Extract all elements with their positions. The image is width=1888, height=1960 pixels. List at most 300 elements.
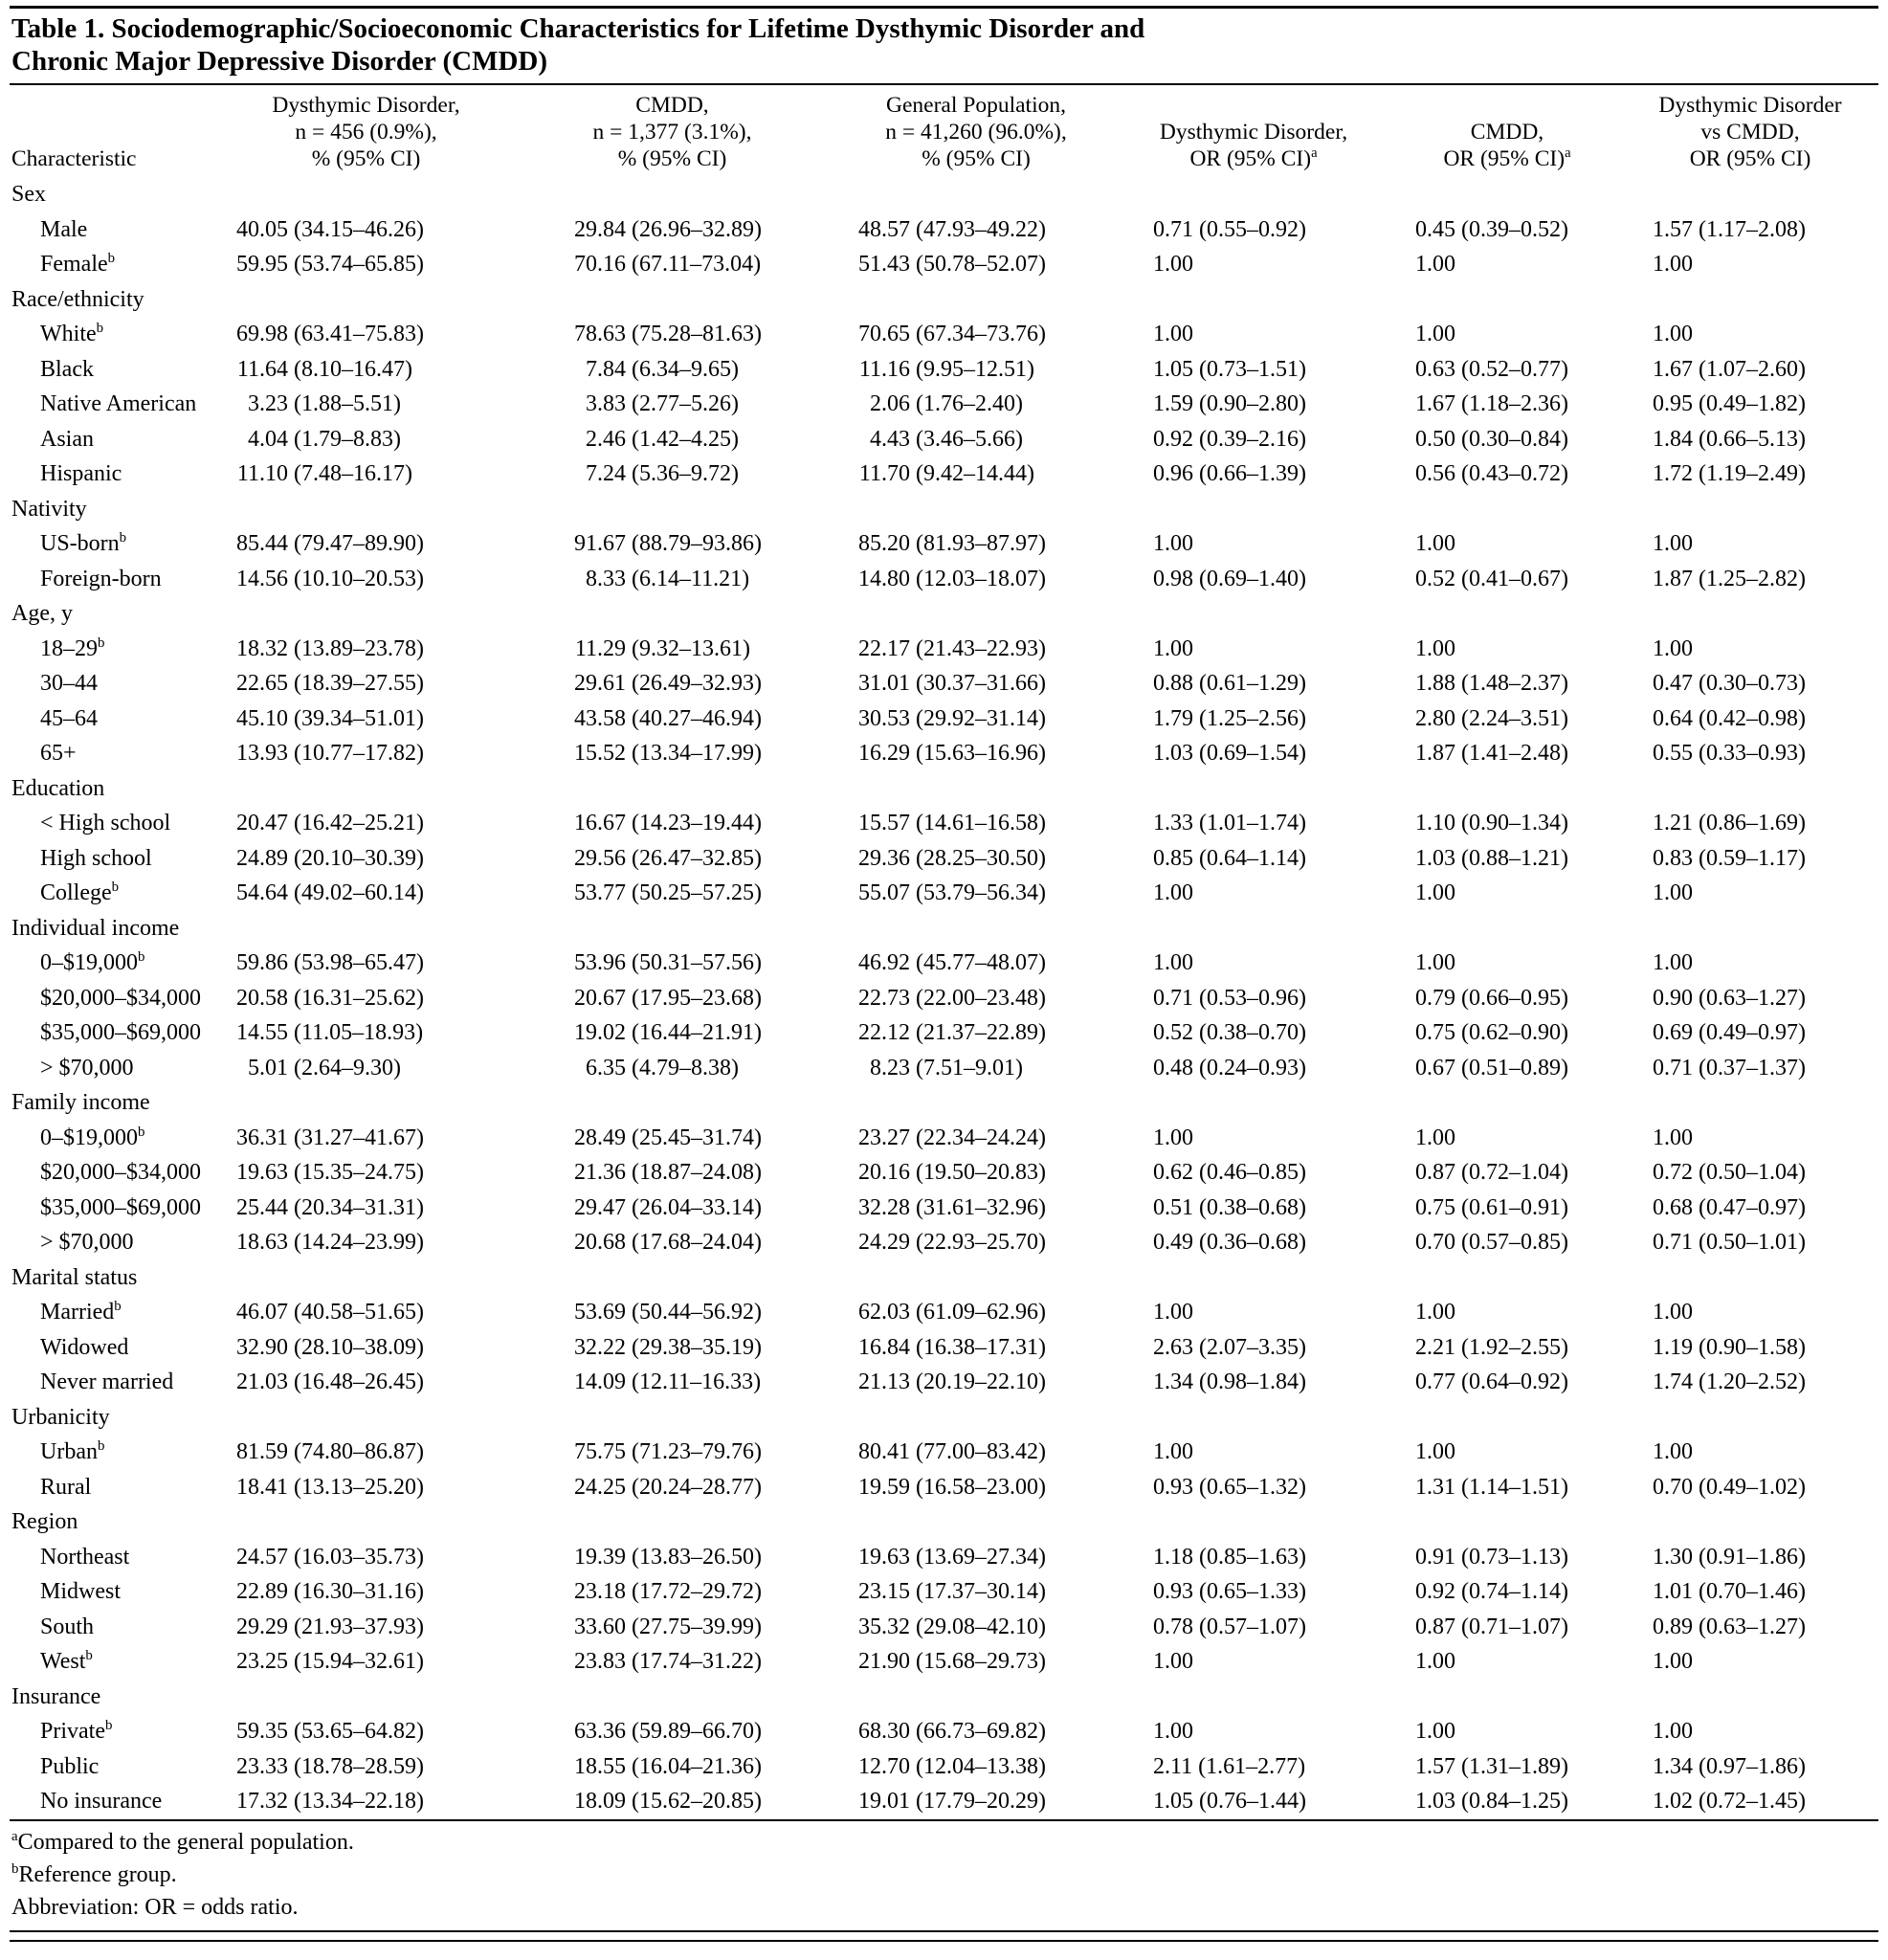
cell-cmdd-or: 1.10 (0.90–1.34) bbox=[1415, 811, 1568, 835]
confidence-interval: (3.46–5.66) bbox=[916, 426, 1023, 452]
section-row bbox=[10, 771, 1878, 807]
confidence-interval: (53.65–64.82) bbox=[294, 1719, 424, 1744]
cell-dysthymic-or: 1.33 (1.01–1.74) bbox=[1153, 811, 1306, 835]
section-header: Nativity bbox=[11, 496, 87, 522]
percent-value: 23.27 bbox=[858, 1125, 910, 1150]
confidence-interval: (20.24–28.77) bbox=[632, 1474, 762, 1500]
confidence-interval: (15.35–24.75) bbox=[294, 1160, 424, 1185]
confidence-interval: (28.10–38.09) bbox=[294, 1334, 424, 1360]
percent-value: 46.07 bbox=[236, 1300, 288, 1325]
confidence-interval: (2.64–9.30) bbox=[294, 1055, 401, 1080]
cell-dysthymic-pct bbox=[225, 876, 507, 911]
cell-dysthymic-or: 0.93 (0.65–1.32) bbox=[1153, 1474, 1306, 1500]
column-header-line: % (95% CI) bbox=[922, 146, 1031, 171]
cell-dysthymic-pct bbox=[225, 1644, 507, 1680]
percent-value: 8.23 bbox=[870, 1055, 910, 1080]
cell-dysthymic-pct bbox=[225, 387, 507, 422]
percent-value: 23.18 bbox=[574, 1579, 626, 1604]
cell-cmdd-or: 1.00 bbox=[1415, 1125, 1455, 1150]
percent-value: 21.90 bbox=[858, 1649, 910, 1674]
percent-value: 3.83 bbox=[586, 391, 626, 416]
section-header: Age, y bbox=[11, 601, 73, 626]
row-label: Never married bbox=[40, 1370, 174, 1394]
cell-cmdd-or: 0.79 (0.66–0.95) bbox=[1415, 985, 1568, 1011]
data-row bbox=[10, 632, 1878, 667]
cell-dysthymic-pct bbox=[225, 946, 507, 981]
confidence-interval: (20.34–31.31) bbox=[294, 1194, 424, 1220]
cell-dysthymic-or: 0.62 (0.46–0.85) bbox=[1153, 1160, 1306, 1185]
percent-value: 11.16 bbox=[858, 356, 910, 382]
cell-dysthymic-vs-cmdd-or: 0.89 (0.63–1.27) bbox=[1653, 1614, 1806, 1639]
cell-dysthymic-vs-cmdd-or: 1.00 bbox=[1653, 635, 1693, 661]
cell-cmdd-or: 1.67 (1.18–2.36) bbox=[1415, 391, 1568, 416]
cell-cmdd-pct bbox=[507, 1191, 837, 1226]
cell-cmdd-or: 1.00 bbox=[1415, 322, 1455, 346]
percent-value: 16.67 bbox=[574, 811, 626, 835]
cell-dysthymic-vs-cmdd-or: 1.00 bbox=[1653, 880, 1693, 905]
data-row bbox=[10, 352, 1878, 388]
cell-cmdd-or: 1.03 (0.88–1.21) bbox=[1415, 845, 1568, 871]
cell-general-population-pct bbox=[837, 1051, 1115, 1086]
cell-cmdd-pct bbox=[507, 1051, 837, 1086]
percent-value: 4.04 bbox=[248, 426, 288, 452]
cell-dysthymic-or: 1.34 (0.98–1.84) bbox=[1153, 1370, 1306, 1394]
cell-dysthymic-pct bbox=[225, 666, 507, 702]
percent-value: 30.53 bbox=[858, 705, 910, 731]
confidence-interval: (16.30–31.16) bbox=[294, 1579, 424, 1604]
table-header bbox=[10, 85, 1878, 177]
cell-general-population-pct bbox=[837, 457, 1115, 492]
data-row bbox=[10, 1574, 1878, 1610]
confidence-interval: (7.48–16.17) bbox=[294, 461, 412, 486]
percent-value: 15.52 bbox=[574, 741, 626, 766]
percent-value: 13.93 bbox=[236, 741, 288, 766]
cell-cmdd-or: 0.45 (0.39–0.52) bbox=[1415, 216, 1568, 242]
percent-value: 24.25 bbox=[574, 1474, 626, 1500]
confidence-interval: (74.80–86.87) bbox=[294, 1439, 424, 1464]
cell-dysthymic-vs-cmdd-or: 0.71 (0.37–1.37) bbox=[1653, 1055, 1806, 1080]
confidence-interval: (13.89–23.78) bbox=[294, 635, 424, 661]
cell-cmdd-or: 0.70 (0.57–0.85) bbox=[1415, 1230, 1568, 1255]
row-label: Male bbox=[40, 216, 88, 242]
percent-value: 18.09 bbox=[574, 1789, 626, 1814]
row-label: Urban$^b$ bbox=[40, 1438, 105, 1464]
column-header-line: n = 1,377 (3.1%), bbox=[592, 120, 752, 145]
column-header-line: Dysthymic Disorder, bbox=[272, 93, 460, 118]
bottom-rule-gap bbox=[10, 1932, 1878, 1940]
cell-dysthymic-or: 0.85 (0.64–1.14) bbox=[1153, 845, 1306, 871]
percent-value: 20.58 bbox=[236, 985, 288, 1011]
cell-general-population-pct bbox=[837, 526, 1115, 562]
cell-general-population-pct bbox=[837, 981, 1115, 1016]
cell-general-population-pct bbox=[837, 632, 1115, 667]
cell-dysthymic-or: 1.00 bbox=[1153, 322, 1193, 346]
column-header-line: Dysthymic Disorder, bbox=[1159, 120, 1348, 145]
data-row bbox=[10, 1365, 1878, 1400]
section-row bbox=[10, 177, 1878, 212]
percent-value: 32.28 bbox=[858, 1194, 910, 1220]
confidence-interval: (67.34–73.76) bbox=[916, 322, 1046, 346]
footnote-marker: b bbox=[111, 880, 120, 895]
percent-value: 15.57 bbox=[858, 811, 910, 835]
percent-value: 59.95 bbox=[236, 252, 288, 277]
footnote-text: Compared to the general population. bbox=[17, 1829, 354, 1855]
percent-value: 48.57 bbox=[858, 216, 910, 242]
cell-dysthymic-or: 0.52 (0.38–0.70) bbox=[1153, 1020, 1306, 1045]
percent-value: 63.36 bbox=[574, 1719, 626, 1744]
percent-value: 70.65 bbox=[858, 322, 910, 346]
footnote-marker: b bbox=[11, 1860, 19, 1877]
cell-dysthymic-vs-cmdd-or: 0.72 (0.50–1.04) bbox=[1653, 1160, 1806, 1185]
cell-dysthymic-vs-cmdd-or: 0.64 (0.42–0.98) bbox=[1653, 705, 1806, 731]
cell-cmdd-pct bbox=[507, 632, 837, 667]
section-header: Sex bbox=[11, 182, 46, 207]
cell-dysthymic-or: 1.00 bbox=[1153, 880, 1193, 905]
cell-cmdd-pct bbox=[507, 422, 837, 457]
percent-value: 19.01 bbox=[858, 1789, 910, 1814]
cell-dysthymic-vs-cmdd-or: 1.00 bbox=[1653, 1125, 1693, 1150]
data-row bbox=[10, 1749, 1878, 1785]
cell-dysthymic-pct bbox=[225, 1365, 507, 1400]
cell-dysthymic-or: 0.71 (0.55–0.92) bbox=[1153, 216, 1306, 242]
cell-dysthymic-vs-cmdd-or: 1.02 (0.72–1.45) bbox=[1653, 1789, 1806, 1814]
cell-cmdd-pct bbox=[507, 457, 837, 492]
confidence-interval: (88.79–93.86) bbox=[632, 531, 762, 556]
confidence-interval: (30.37–31.66) bbox=[916, 671, 1046, 696]
cell-dysthymic-pct bbox=[225, 841, 507, 877]
cell-general-population-pct bbox=[837, 212, 1115, 248]
percent-value: 11.64 bbox=[236, 356, 288, 382]
percent-value: 19.39 bbox=[574, 1544, 626, 1570]
percent-value: 7.24 bbox=[586, 461, 626, 486]
cell-dysthymic-vs-cmdd-or: 0.70 (0.49–1.02) bbox=[1653, 1474, 1806, 1500]
confidence-interval: (17.72–29.72) bbox=[632, 1579, 762, 1604]
cell-dysthymic-or: 0.98 (0.69–1.40) bbox=[1153, 566, 1306, 591]
data-row bbox=[10, 1051, 1878, 1086]
row-label: 0–$19,000$^b$ bbox=[40, 949, 145, 975]
column-header-line: OR (95% CI)$^a$ bbox=[1443, 145, 1571, 171]
cell-dysthymic-vs-cmdd-or: 0.68 (0.47–0.97) bbox=[1653, 1194, 1806, 1220]
confidence-interval: (53.79–56.34) bbox=[916, 880, 1046, 905]
percent-value: 16.29 bbox=[858, 741, 910, 766]
row-label: Rural bbox=[40, 1474, 92, 1500]
cell-cmdd-pct bbox=[507, 1784, 837, 1819]
percent-value: 23.15 bbox=[858, 1579, 910, 1604]
confidence-interval: (8.10–16.47) bbox=[294, 356, 412, 382]
footnote-marker: b bbox=[85, 1648, 93, 1663]
confidence-interval: (16.58–23.00) bbox=[916, 1474, 1046, 1500]
column-header-line: CMDD, bbox=[1470, 120, 1544, 145]
cell-dysthymic-or: 1.00 bbox=[1153, 252, 1193, 277]
data-row bbox=[10, 666, 1878, 702]
percent-value: 91.67 bbox=[574, 531, 626, 556]
percent-value: 54.64 bbox=[236, 880, 288, 905]
column-header-characteristic bbox=[10, 85, 225, 177]
data-row bbox=[10, 1470, 1878, 1505]
column-header-line: General Population, bbox=[886, 93, 1066, 118]
confidence-interval: (22.00–23.48) bbox=[916, 985, 1046, 1011]
cell-general-population-pct bbox=[837, 666, 1115, 702]
cell-dysthymic-vs-cmdd-or: 1.30 (0.91–1.86) bbox=[1653, 1544, 1806, 1570]
cell-dysthymic-pct bbox=[225, 247, 507, 282]
column-header-general-population-pct bbox=[837, 85, 1115, 177]
cell-general-population-pct bbox=[837, 352, 1115, 388]
percent-value: 21.03 bbox=[236, 1370, 288, 1394]
cell-cmdd-or: 1.00 bbox=[1415, 252, 1455, 277]
data-row bbox=[10, 1225, 1878, 1260]
cell-general-population-pct bbox=[837, 422, 1115, 457]
confidence-interval: (50.25–57.25) bbox=[632, 880, 762, 905]
data-row bbox=[10, 1191, 1878, 1226]
cell-cmdd-or: 0.75 (0.62–0.90) bbox=[1415, 1020, 1568, 1045]
cell-cmdd-pct bbox=[507, 1610, 837, 1645]
confidence-interval: (16.38–17.31) bbox=[916, 1334, 1046, 1360]
cell-dysthymic-pct bbox=[225, 422, 507, 457]
cell-dysthymic-vs-cmdd-or: 0.69 (0.49–0.97) bbox=[1653, 1020, 1806, 1045]
cell-general-population-pct bbox=[837, 1470, 1115, 1505]
percent-value: 51.43 bbox=[858, 252, 910, 277]
confidence-interval: (15.62–20.85) bbox=[632, 1789, 762, 1814]
confidence-interval: (75.28–81.63) bbox=[632, 322, 762, 346]
footnote-marker: b bbox=[96, 321, 104, 336]
row-label: Black bbox=[40, 356, 94, 382]
percent-value: 53.69 bbox=[574, 1300, 626, 1325]
section-row bbox=[10, 1260, 1878, 1296]
confidence-interval: (77.00–83.42) bbox=[916, 1439, 1046, 1464]
percent-value: 29.29 bbox=[236, 1614, 288, 1639]
confidence-interval: (59.89–66.70) bbox=[632, 1719, 762, 1744]
confidence-interval: (10.10–20.53) bbox=[294, 566, 424, 591]
cell-dysthymic-pct bbox=[225, 1610, 507, 1645]
section-header: Education bbox=[11, 775, 105, 801]
data-row bbox=[10, 212, 1878, 248]
footnote-text: Reference group. bbox=[18, 1861, 177, 1887]
row-label: Married$^b$ bbox=[40, 1299, 122, 1325]
percent-value: 53.96 bbox=[574, 950, 626, 975]
percent-value: 18.32 bbox=[236, 635, 288, 661]
cell-cmdd-pct bbox=[507, 1644, 837, 1680]
data-row bbox=[10, 946, 1878, 981]
cell-cmdd-pct bbox=[507, 1574, 837, 1610]
confidence-interval: (7.51–9.01) bbox=[916, 1055, 1023, 1080]
cell-general-population-pct bbox=[837, 387, 1115, 422]
percent-value: 85.44 bbox=[236, 531, 288, 556]
percent-value: 14.80 bbox=[858, 566, 910, 591]
data-row bbox=[10, 1121, 1878, 1156]
cell-dysthymic-vs-cmdd-or: 0.95 (0.49–1.82) bbox=[1653, 391, 1806, 416]
cell-cmdd-or: 0.50 (0.30–0.84) bbox=[1415, 426, 1568, 452]
cell-cmdd-or: 1.00 bbox=[1415, 950, 1455, 975]
percent-value: 45.10 bbox=[236, 705, 288, 731]
cell-dysthymic-or: 1.59 (0.90–2.80) bbox=[1153, 391, 1306, 416]
cell-cmdd-pct bbox=[507, 1121, 837, 1156]
cell-dysthymic-or: 0.88 (0.61–1.29) bbox=[1153, 671, 1306, 696]
confidence-interval: (13.69–27.34) bbox=[916, 1544, 1046, 1570]
row-label: $35,000–$69,000 bbox=[40, 1194, 201, 1220]
bottom-rule-lower bbox=[10, 1940, 1878, 1942]
cell-cmdd-or: 1.00 bbox=[1415, 1649, 1455, 1674]
cell-dysthymic-vs-cmdd-or: 1.00 bbox=[1653, 1649, 1693, 1674]
cell-dysthymic-vs-cmdd-or: 1.72 (1.19–2.49) bbox=[1653, 461, 1806, 486]
section-row bbox=[10, 1085, 1878, 1121]
percent-value: 23.83 bbox=[574, 1649, 626, 1674]
column-header-line: CMDD, bbox=[635, 93, 709, 118]
cell-cmdd-or: 0.56 (0.43–0.72) bbox=[1415, 461, 1568, 486]
percent-value: 18.63 bbox=[236, 1230, 288, 1255]
cell-cmdd-or: 1.87 (1.41–2.48) bbox=[1415, 741, 1568, 766]
cell-general-population-pct bbox=[837, 247, 1115, 282]
percent-value: 20.68 bbox=[574, 1230, 626, 1255]
percent-value: 29.56 bbox=[574, 845, 626, 871]
data-row bbox=[10, 1435, 1878, 1470]
table-title bbox=[10, 9, 1878, 83]
cell-dysthymic-pct bbox=[225, 1435, 507, 1470]
cell-dysthymic-or: 0.93 (0.65–1.33) bbox=[1153, 1579, 1306, 1604]
cell-cmdd-or: 1.03 (0.84–1.25) bbox=[1415, 1789, 1568, 1814]
confidence-interval: (17.79–20.29) bbox=[916, 1789, 1046, 1814]
cell-cmdd-or: 0.92 (0.74–1.14) bbox=[1415, 1579, 1568, 1604]
confidence-interval: (53.74–65.85) bbox=[294, 252, 424, 277]
confidence-interval: (16.42–25.21) bbox=[294, 811, 424, 835]
cell-dysthymic-or: 1.05 (0.76–1.44) bbox=[1153, 1789, 1306, 1814]
column-header-dysthymic-vs-cmdd-or bbox=[1622, 85, 1878, 177]
section-header: Urbanicity bbox=[11, 1404, 110, 1430]
percent-value: 80.41 bbox=[858, 1439, 910, 1464]
cell-general-population-pct bbox=[837, 1610, 1115, 1645]
percent-value: 22.73 bbox=[858, 985, 910, 1011]
data-row bbox=[10, 1784, 1878, 1819]
percent-value: 31.01 bbox=[858, 671, 910, 696]
cell-dysthymic-vs-cmdd-or: 0.71 (0.50–1.01) bbox=[1653, 1230, 1806, 1255]
section-row bbox=[10, 1680, 1878, 1715]
percent-value: 5.01 bbox=[248, 1055, 288, 1080]
cell-dysthymic-or: 1.05 (0.73–1.51) bbox=[1153, 356, 1306, 382]
footnote-text: Abbreviation: OR = odds ratio. bbox=[11, 1894, 299, 1920]
cell-dysthymic-pct bbox=[225, 352, 507, 388]
percent-value: 19.59 bbox=[858, 1474, 910, 1500]
footnote bbox=[11, 1826, 1878, 1859]
percent-value: 20.67 bbox=[574, 985, 626, 1011]
cell-cmdd-or: 1.00 bbox=[1415, 880, 1455, 905]
percent-value: 35.32 bbox=[858, 1614, 910, 1639]
cell-dysthymic-vs-cmdd-or: 1.57 (1.17–2.08) bbox=[1653, 216, 1806, 242]
cell-dysthymic-pct bbox=[225, 1330, 507, 1366]
row-label: > $70,000 bbox=[40, 1230, 134, 1255]
cell-general-population-pct bbox=[837, 1015, 1115, 1051]
percent-value: 6.35 bbox=[586, 1055, 626, 1080]
data-row bbox=[10, 1330, 1878, 1366]
percent-value: 14.09 bbox=[574, 1370, 626, 1394]
footnote-marker: a bbox=[11, 1828, 18, 1844]
column-header-cmdd-pct bbox=[507, 85, 837, 177]
cell-dysthymic-or: 0.51 (0.38–0.68) bbox=[1153, 1194, 1306, 1220]
confidence-interval: (14.24–23.99) bbox=[294, 1230, 424, 1255]
row-label: White$^b$ bbox=[40, 321, 104, 346]
cell-cmdd-or: 1.57 (1.31–1.89) bbox=[1415, 1753, 1568, 1779]
cell-dysthymic-vs-cmdd-or: 1.00 bbox=[1653, 1439, 1693, 1464]
percent-value: 11.29 bbox=[574, 635, 626, 661]
percent-value: 18.41 bbox=[236, 1474, 288, 1500]
cell-cmdd-pct bbox=[507, 562, 837, 597]
confidence-interval: (17.95–23.68) bbox=[632, 985, 762, 1011]
cell-dysthymic-or: 1.18 (0.85–1.63) bbox=[1153, 1544, 1306, 1570]
data-row bbox=[10, 457, 1878, 492]
percent-value: 19.02 bbox=[574, 1020, 626, 1045]
cell-dysthymic-or: 1.00 bbox=[1153, 950, 1193, 975]
data-row bbox=[10, 387, 1878, 422]
cell-cmdd-or: 0.87 (0.71–1.07) bbox=[1415, 1614, 1568, 1639]
cell-dysthymic-vs-cmdd-or: 1.19 (0.90–1.58) bbox=[1653, 1334, 1806, 1360]
section-row bbox=[10, 1400, 1878, 1436]
row-label: West$^b$ bbox=[40, 1648, 93, 1674]
cell-cmdd-or: 1.00 bbox=[1415, 531, 1455, 556]
percent-value: 36.31 bbox=[236, 1125, 288, 1150]
percent-value: 78.63 bbox=[574, 322, 626, 346]
confidence-interval: (45.77–48.07) bbox=[916, 950, 1046, 975]
section-row bbox=[10, 596, 1878, 632]
data-row bbox=[10, 422, 1878, 457]
cell-cmdd-or: 0.52 (0.41–0.67) bbox=[1415, 566, 1568, 591]
cell-cmdd-pct bbox=[507, 1714, 837, 1749]
confidence-interval: (29.92–31.14) bbox=[916, 705, 1046, 731]
cell-dysthymic-pct bbox=[225, 212, 507, 248]
cell-cmdd-or: 2.21 (1.92–2.55) bbox=[1415, 1334, 1568, 1360]
cell-dysthymic-or: 1.00 bbox=[1153, 1300, 1193, 1325]
confidence-interval: (49.02–60.14) bbox=[294, 880, 424, 905]
cell-dysthymic-or: 1.00 bbox=[1153, 1649, 1193, 1674]
cell-cmdd-or: 1.00 bbox=[1415, 1719, 1455, 1744]
section-header: Insurance bbox=[11, 1683, 101, 1709]
confidence-interval: (17.68–24.04) bbox=[632, 1230, 762, 1255]
cell-dysthymic-or: 0.71 (0.53–0.96) bbox=[1153, 985, 1306, 1011]
row-label: Asian bbox=[40, 426, 94, 452]
footnote-marker: b bbox=[114, 1299, 122, 1314]
confidence-interval: (6.34–9.65) bbox=[632, 356, 739, 382]
percent-value: 22.89 bbox=[236, 1579, 288, 1604]
confidence-interval: (26.47–32.85) bbox=[632, 845, 762, 871]
confidence-interval: (61.09–62.96) bbox=[916, 1300, 1046, 1325]
cell-cmdd-pct bbox=[507, 317, 837, 352]
percent-value: 55.07 bbox=[858, 880, 910, 905]
footnote-marker: b bbox=[138, 949, 145, 965]
cell-general-population-pct bbox=[837, 806, 1115, 841]
percent-value: 29.47 bbox=[574, 1194, 626, 1220]
cell-dysthymic-or: 0.48 (0.24–0.93) bbox=[1153, 1055, 1306, 1080]
section-row bbox=[10, 1504, 1878, 1540]
percent-value: 24.89 bbox=[236, 845, 288, 871]
cell-cmdd-pct bbox=[507, 1225, 837, 1260]
confidence-interval: (13.34–17.99) bbox=[632, 741, 762, 766]
row-label: South bbox=[40, 1614, 95, 1639]
cell-dysthymic-or: 2.11 (1.61–2.77) bbox=[1153, 1753, 1306, 1779]
percent-value: 8.33 bbox=[586, 566, 626, 591]
data-row bbox=[10, 1610, 1878, 1645]
confidence-interval: (15.63–16.96) bbox=[916, 741, 1046, 766]
confidence-interval: (66.73–69.82) bbox=[916, 1719, 1046, 1744]
percent-value: 18.55 bbox=[574, 1753, 626, 1779]
row-label: < High school bbox=[40, 811, 171, 835]
cell-cmdd-pct bbox=[507, 212, 837, 248]
confidence-interval: (15.94–32.61) bbox=[294, 1649, 424, 1674]
cell-dysthymic-or: 1.79 (1.25–2.56) bbox=[1153, 705, 1306, 731]
row-label: $20,000–$34,000 bbox=[40, 1160, 201, 1185]
cell-cmdd-pct bbox=[507, 1155, 837, 1191]
percent-value: 59.35 bbox=[236, 1719, 288, 1744]
cell-general-population-pct bbox=[837, 1365, 1115, 1400]
confidence-interval: (1.42–4.25) bbox=[632, 426, 739, 452]
column-header-line: Characteristic bbox=[11, 146, 137, 171]
column-header-line: n = 456 (0.9%), bbox=[295, 120, 437, 145]
